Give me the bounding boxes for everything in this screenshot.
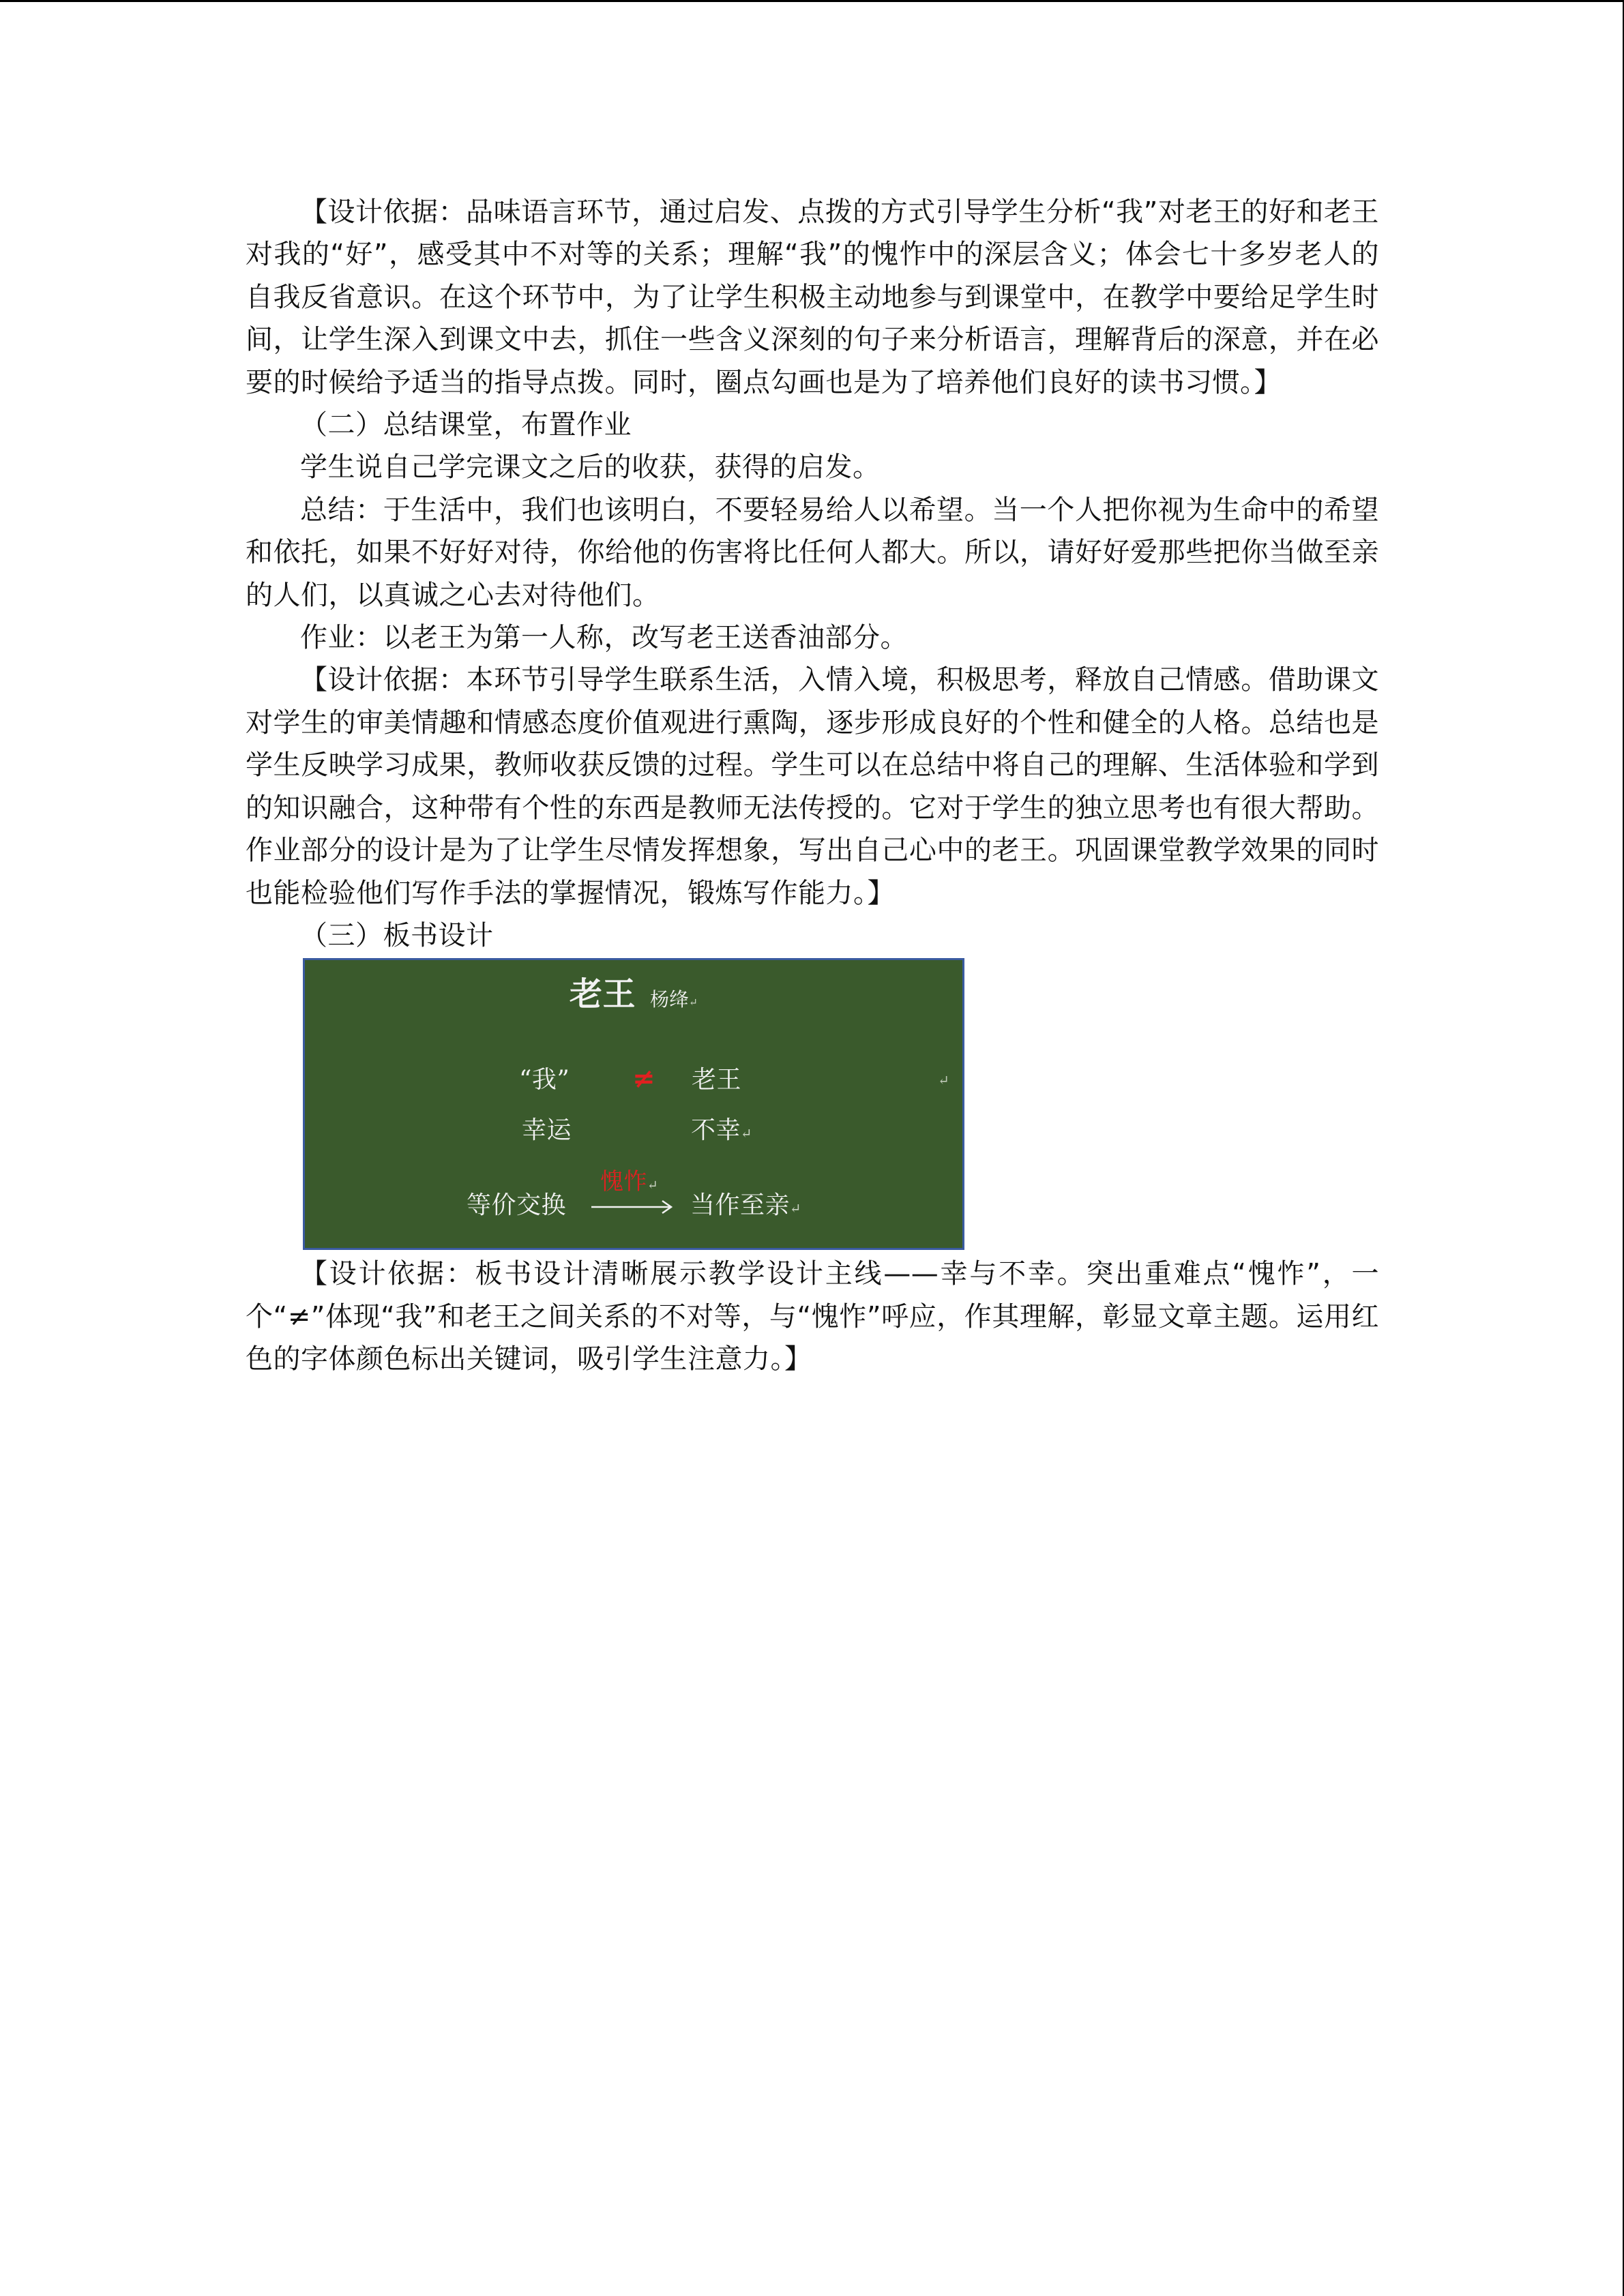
return-mark-icon: ↵: [689, 996, 698, 1009]
board-keyword-guilt-text: 愧怍: [600, 1168, 647, 1196]
paragraph-student-takeaways: 学生说自己学完课文之后的收获，获得的启发。: [300, 451, 881, 483]
board-label-laowang: 老王: [692, 1066, 742, 1094]
paragraph-summary: 总结：于生活中，我们也该明白，不要轻易给人以希望。当一个人把你视为生命中的希望和依托，如果不好好对待，你给他的伤害将比任何人都大。所以，请好好爱那些把你当做至亲的人们，以真诚之心去对待他们。: [246, 494, 1379, 611]
board-author-text: 杨绛: [650, 988, 690, 1011]
board-label-me: “我”: [519, 1066, 570, 1094]
board-not-equal-sign: ≠: [632, 1062, 656, 1095]
board-label-treated-as-family-text: 当作至亲: [690, 1191, 791, 1220]
board-label-unfortunate: [691, 1118, 752, 1143]
board-author: [650, 990, 698, 1009]
return-mark-icon: ↵: [741, 1126, 753, 1142]
board-title: 老王: [570, 975, 636, 1014]
board-figure: [246, 957, 1379, 1253]
paragraph-design-basis-2: 【设计依据：本环节引导学生联系生活，入情入境，积极思考，释放自己情感。借助课文对学生的审美情趣和情感态度价值观进行熏陶，逐步形成良好的个性和健全的人格。总结也是学生反映学习成果，教师收获反馈的过程。学生可以在总结中将自己的理解、生活体验和学到的知识融合，这种带有个性的东西是教师无法传授的。它对于学生的独立思考也有很大帮助。作业部分的设计是为了让学生尽情发挥想象，写出自己心中的老王。巩固课堂教学效果的同时也能检验他们写作手法的掌握情况，锻炼写作能力。】: [246, 664, 1379, 909]
blackboard-image: [303, 958, 964, 1250]
board-keyword-guilt: [600, 1168, 659, 1196]
return-mark-icon: ↵: [938, 1072, 950, 1089]
section-heading-board-design: （三）板书设计: [300, 919, 494, 951]
return-mark-icon: ↵: [790, 1201, 802, 1217]
paragraph-design-basis-1: 【设计依据：品味语言环节，通过启发、点拨的方式引导学生分析“我”对老王的好和老王对我的“好”，感受其中不对等的关系；理解“我”的愧怍中的深层含义；体会七十多岁老人的自我反省意识。在这个环节中，为了让学生积极主动地参与到课堂中，在教学中要给足学生时间，让学生深入到课文中去，抓住一些含义深刻的句子来分析语言，理解背后的深意，并在必要的时候给予适当的指导点拨。同时，圈点勾画也是为了培养他们良好的读书习惯。】: [246, 196, 1379, 398]
board-label-treated-as-family: [690, 1193, 801, 1218]
right-arrow-icon: [590, 1199, 675, 1215]
paragraph-design-basis-3: 【设计依据：板书设计清晰展示教学设计主线——幸与不幸。突出重难点“愧怍”，一个“≠”体现“我”和老王之间关系的不对等，与“愧怍”呼应，作其理解，彰显文章主题。运用红色的字体颜色标出关键词，吸引学生注意力。】: [246, 1258, 1379, 1375]
board-label-unfortunate-text: 不幸: [691, 1116, 741, 1145]
return-mark-icon: ↵: [647, 1178, 659, 1193]
document-body: [246, 191, 1379, 1381]
board-label-equal-exchange: 等价交换: [467, 1191, 567, 1220]
paragraph-homework: 作业：以老王为第一人称，改写老王送香油部分。: [300, 622, 908, 654]
board-label-fortunate: 幸运: [522, 1116, 572, 1145]
section-heading-summary: （二）总结课堂，布置作业: [300, 409, 632, 441]
page-top-border: [0, 0, 1624, 2]
